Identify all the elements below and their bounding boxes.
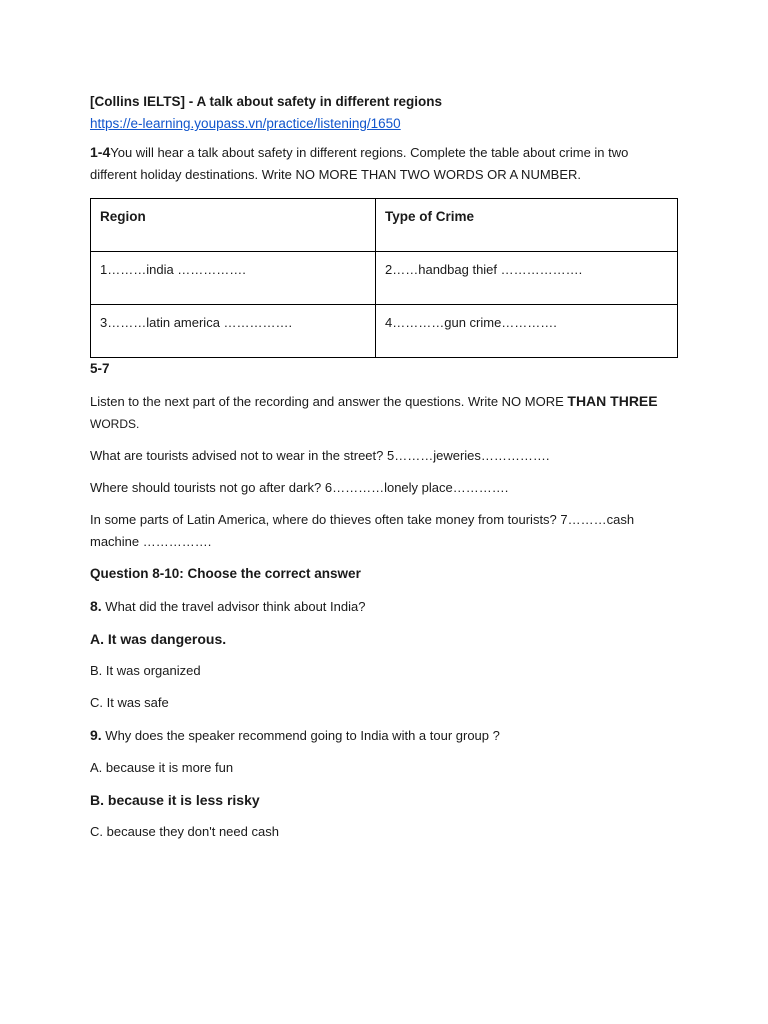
table-cell-answer-1: 1………india ……………. [91,252,376,305]
part2-number: 5-7 [90,361,110,376]
document-title: [Collins IELTS] - A talk about safety in different regions [90,94,443,109]
part2-instruction-bold: THAN THREE [567,393,658,409]
question-8 [90,595,678,618]
question-8-option-a: A. It was dangerous. [90,631,227,647]
practice-link[interactable]: https://e-learning.youpass.vn/practice/listening/1650 [90,116,401,131]
part2-instruction-start: Listen to the next part of the recording and answer the questions. Write NO MORE [90,394,568,409]
question-9-option-c: C. because they don't need cash [90,824,279,839]
part1-instruction-text: You will hear a talk about safety in different regions. Complete the table about crime in two different holiday destinations. Write NO MORE THAN TWO WORDS OR A NUMBER. [90,145,629,182]
table-row [91,252,678,305]
question-8-number: 8. [90,598,102,614]
question-9-number: 9. [90,727,102,743]
question-8-option-c: C. It was safe [90,695,169,710]
table-header-row [91,199,678,252]
table-header-crime: Type of Crime [376,199,678,252]
crime-table [90,198,678,358]
question-9-option-b: B. because it is less risky [90,792,260,808]
part2-instruction-end: WORDS. [90,417,140,431]
part3-heading: Question 8-10: Choose the correct answer [90,566,361,581]
question-7: In some parts of Latin America, where do thieves often take money from tourists? 7………cash machine ……………. [90,512,635,549]
question-5: What are tourists advised not to wear in the street? 5………jeweries……………. [90,448,550,463]
part1-number: 1-4 [90,144,111,160]
question-8-option-b: B. It was organized [90,663,201,678]
table-cell-answer-2: 2……handbag thief ………………. [376,252,678,305]
question-9-text: Why does the speaker recommend going to India with a tour group ? [101,728,500,743]
question-6: Where should tourists not go after dark? 6…………lonely place…………. [90,480,509,495]
question-9-option-a: A. because it is more fun [90,760,234,775]
question-8-text: What did the travel advisor think about India? [101,599,366,614]
table-cell-answer-4: 4…………gun crime…………. [376,305,678,358]
table-header-region: Region [91,199,376,252]
part1-instruction [90,141,678,186]
question-9 [90,724,678,747]
table-cell-answer-3: 3………latin america ……………. [91,305,376,358]
part2-instruction [90,390,678,435]
table-row [91,305,678,358]
